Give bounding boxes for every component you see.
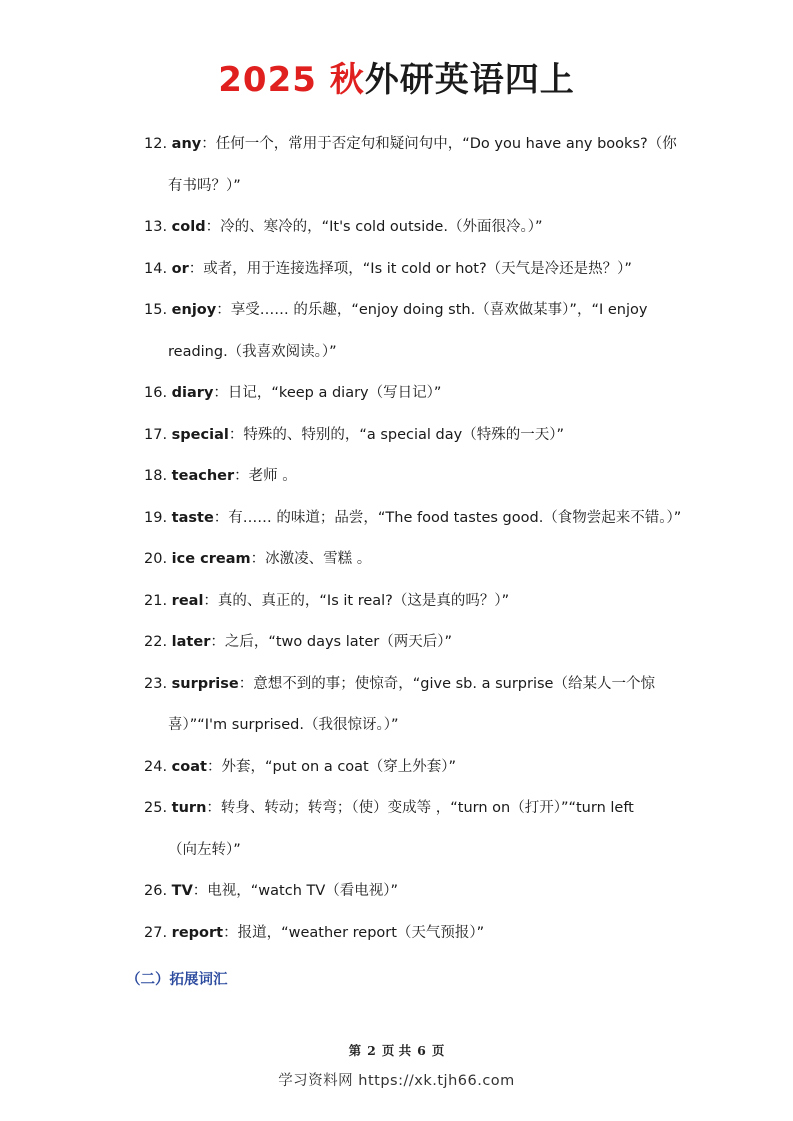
entry-number: 13. <box>144 219 168 235</box>
entry-word: or <box>171 260 189 277</box>
entry-number: 18. <box>144 468 168 484</box>
entry-number: 19. <box>144 509 168 526</box>
entry-definition: ：享受…… 的乐趣，“enjoy doing sth.（喜欢做某事）”，“I enjoy <box>216 302 648 318</box>
vocab-entry <box>144 498 684 540</box>
entry-definition: ：转身、转动；转弯；（使）变成等 ，“turn on（打开）”“turn left <box>206 800 634 816</box>
vocab-entry <box>144 913 684 955</box>
entry-definition: ：特殊的、特别的，“a special day（特殊的一天）” <box>228 426 564 443</box>
entry-definition: ：真的、真正的，“Is it real?（这是真的吗？）” <box>203 592 510 609</box>
entry-number: 20. <box>144 551 168 567</box>
entry-word: coat <box>171 758 207 775</box>
vocab-entry <box>144 539 684 581</box>
entry-definition: ：报道，“weather report（天气预报）” <box>223 924 485 941</box>
entry-word: teacher <box>171 468 235 484</box>
vocab-entry <box>144 664 684 747</box>
vocab-entry <box>144 747 684 789</box>
entry-word: cold <box>171 219 206 235</box>
entry-word: special <box>171 426 229 443</box>
entry-definition: ：冰激凌、雪糕 。 <box>250 551 372 567</box>
pager-total: 6 <box>417 1043 426 1058</box>
entry-number: 27. <box>144 924 168 941</box>
entry-word: later <box>171 634 211 650</box>
entry-word: turn <box>171 800 207 816</box>
pager-suffix: 页 <box>431 1043 445 1058</box>
section-heading: （二）拓展词汇 <box>126 971 228 988</box>
entry-word: surprise <box>171 675 239 692</box>
entry-definition: ：老师 。 <box>234 468 297 484</box>
title-year: 2025 <box>218 60 317 100</box>
entry-definition: ：电视，“watch TV（看电视）” <box>192 883 399 899</box>
entry-definition: ：意想不到的事；使惊奇，“give sb. a surprise（给某人一个惊 <box>238 675 655 692</box>
entry-number: 15. <box>144 302 168 318</box>
vocab-entry <box>144 207 684 249</box>
entry-word: TV <box>171 883 193 899</box>
entry-continuation: （向左转）” <box>168 841 241 858</box>
vocab-entry <box>144 415 684 457</box>
entry-definition: ：日记，“keep a diary（写日记）” <box>213 385 442 401</box>
entry-number: 21. <box>144 592 168 609</box>
entry-continuation: reading.（我喜欢阅读。）” <box>168 343 337 360</box>
source-watermark: 学习资料网 https://xk.tjh66.com <box>278 1073 515 1089</box>
vocabulary-list <box>144 124 684 954</box>
entry-number: 25. <box>144 800 168 816</box>
entry-number: 23. <box>144 675 168 692</box>
vocab-entry <box>144 871 684 913</box>
entry-continuation: 有书吗？）” <box>168 177 241 194</box>
entry-number: 26. <box>144 883 168 899</box>
entry-number: 22. <box>144 634 168 650</box>
entry-number: 14. <box>144 260 168 277</box>
title-season: 秋 <box>329 60 365 100</box>
entry-number: 12. <box>144 136 168 152</box>
vocab-entry <box>144 373 684 415</box>
entry-number: 16. <box>144 385 168 401</box>
entry-definition: ：冷的、寒冷的，“It's cold outside.（外面很冷。）” <box>205 219 543 235</box>
entry-word: ice cream <box>171 551 251 567</box>
vocab-entry <box>144 249 684 291</box>
vocab-entry <box>144 290 684 373</box>
entry-number: 17. <box>144 426 168 443</box>
pager-mid: 页 共 <box>381 1043 412 1058</box>
pager-prefix: 第 <box>348 1043 362 1058</box>
document-title <box>0 52 793 101</box>
vocab-entry <box>144 456 684 498</box>
entry-word: taste <box>171 509 214 526</box>
vocab-entry <box>144 788 684 871</box>
vocab-entry <box>144 622 684 664</box>
entry-word: report <box>171 924 224 941</box>
entry-definition: ：外套，“put on a coat（穿上外套）” <box>206 758 456 775</box>
entry-word: real <box>171 592 204 609</box>
entry-definition: ：任何一个，常用于否定句和疑问句中，“Do you have any books?（你 <box>201 136 677 152</box>
entry-definition: ：或者，用于连接选择项，“Is it cold or hot?（天气是冷还是热？）” <box>188 260 632 277</box>
entry-definition: ：之后，“two days later（两天后）” <box>210 634 452 650</box>
vocab-entry <box>144 124 684 207</box>
entry-word: enjoy <box>171 302 217 318</box>
entry-continuation: 喜）”“I'm surprised.（我很惊讶。）” <box>168 717 399 733</box>
title-rest: 外研英语四上 <box>364 60 575 100</box>
pager-current: 2 <box>367 1043 376 1058</box>
entry-word: any <box>171 136 202 152</box>
entry-definition: ：有…… 的味道；品尝，“The food tastes good.（食物尝起来不错。）” <box>213 509 682 526</box>
page-number <box>0 1041 793 1059</box>
vocab-entry <box>144 581 684 623</box>
entry-number: 24. <box>144 758 168 775</box>
entry-word: diary <box>171 385 214 401</box>
